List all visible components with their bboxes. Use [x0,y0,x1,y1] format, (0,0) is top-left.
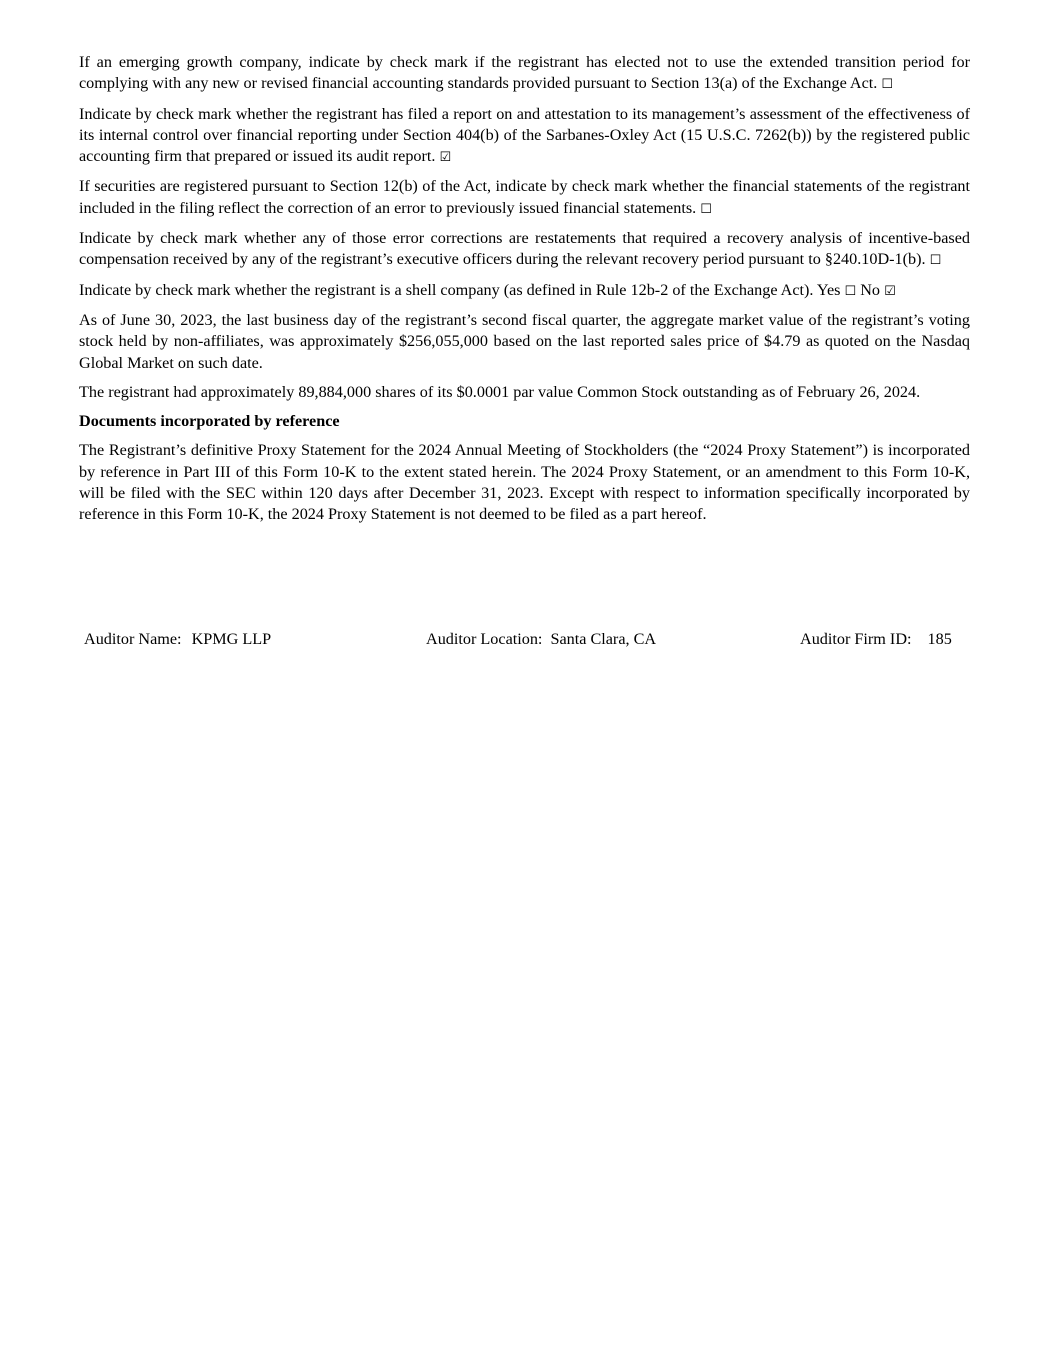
documents-heading: Documents incorporated by reference [79,412,340,431]
shares-outstanding-paragraph: The registrant had approximately 89,884,000 shares of its $0.0001 par value Common Stock outstanding as of February 26, 2024. [79,382,921,401]
shell-no-checkbox: ☑ [884,283,896,299]
auditor-firm-id [800,628,952,650]
recovery-text: Indicate by check mark whether any of those error corrections are restatements that required a recovery analysis of incentive-based compensation received by any of the registrant’s executive officers during the relevant recovery period pursuant to §240.10D-1(b). [79,229,970,269]
attestation-text: Indicate by check mark whether the registrant has filed a report on and attestation to its management’s assessment of the effectiveness of its internal control over financial reporting under Section 404(b) of the Sarbanes-Oxley Act (15 U.S.C. 7262(b)) by the registered public accounting firm that prepared or issued its audit report. [79,104,970,166]
auditor-firm-id-label: Auditor Firm ID: [800,630,912,648]
section-12b-text: If securities are registered pursuant to Section 12(b) of the Act, indicate by check mark whether the financial statements of the registrant included in the filing reflect the correction of an error to previously issued financial statements. [79,177,970,217]
emerging-growth-paragraph [79,52,970,96]
emerging-growth-checkbox: ☐ [881,77,894,93]
recovery-paragraph [79,228,970,272]
section-12b-checkbox: ☐ [700,201,712,217]
auditor-location-value: Santa Clara, CA [550,630,657,648]
shell-yes-checkbox: ☐ [844,283,857,299]
shell-company-paragraph [79,280,970,302]
emerging-growth-text: If an emerging growth company, indicate by check mark if the registrant has elected not to use the extended transition period for complying with any new or revised financial accounting standards provided pursuant to Section 13(a) of the Exchange Act. [79,53,970,93]
document-body [79,52,970,534]
section-12b-paragraph [79,176,970,220]
auditor-name-value: KPMG LLP [191,630,272,648]
shell-company-text: Indicate by check mark whether the registrant is a shell company (as defined in Rule 12b-2 of the Exchange Act). Yes [79,280,841,299]
auditor-firm-id-value: 185 [927,630,952,648]
attestation-checkbox: ☑ [439,150,452,166]
auditor-location [426,628,656,650]
auditor-location-label: Auditor Location: [426,630,543,648]
proxy-statement-paragraph: The Registrant’s definitive Proxy Statement for the 2024 Annual Meeting of Stockholders (the “2024 Proxy Statement”) is incorporated by reference in Part III of this Form 10-K to the extent stated herein. The 2024 Proxy Statement, or an amendment to this Form 10-K, will be filed with the SEC within 120 days after December 31, 2023. Except with respect to information specifically incorporated by reference in this Form 10-K, the 2024 Proxy Statement is not deemed to be filed as a part hereof. [79,441,970,524]
shell-no-label: No [860,280,881,299]
attestation-paragraph [79,104,970,169]
auditor-name-label: Auditor Name: [84,630,182,648]
auditor-name [84,628,271,650]
recovery-checkbox: ☐ [929,253,942,269]
market-value-paragraph: As of June 30, 2023, the last business day of the registrant’s second fiscal quarter, the aggregate market value of the registrant’s voting stock held by non-affiliates, was approximately $256,055,000 based on the last reported sales price of $4.79 as quoted on the Nasdaq Global Market on such date. [79,310,970,372]
